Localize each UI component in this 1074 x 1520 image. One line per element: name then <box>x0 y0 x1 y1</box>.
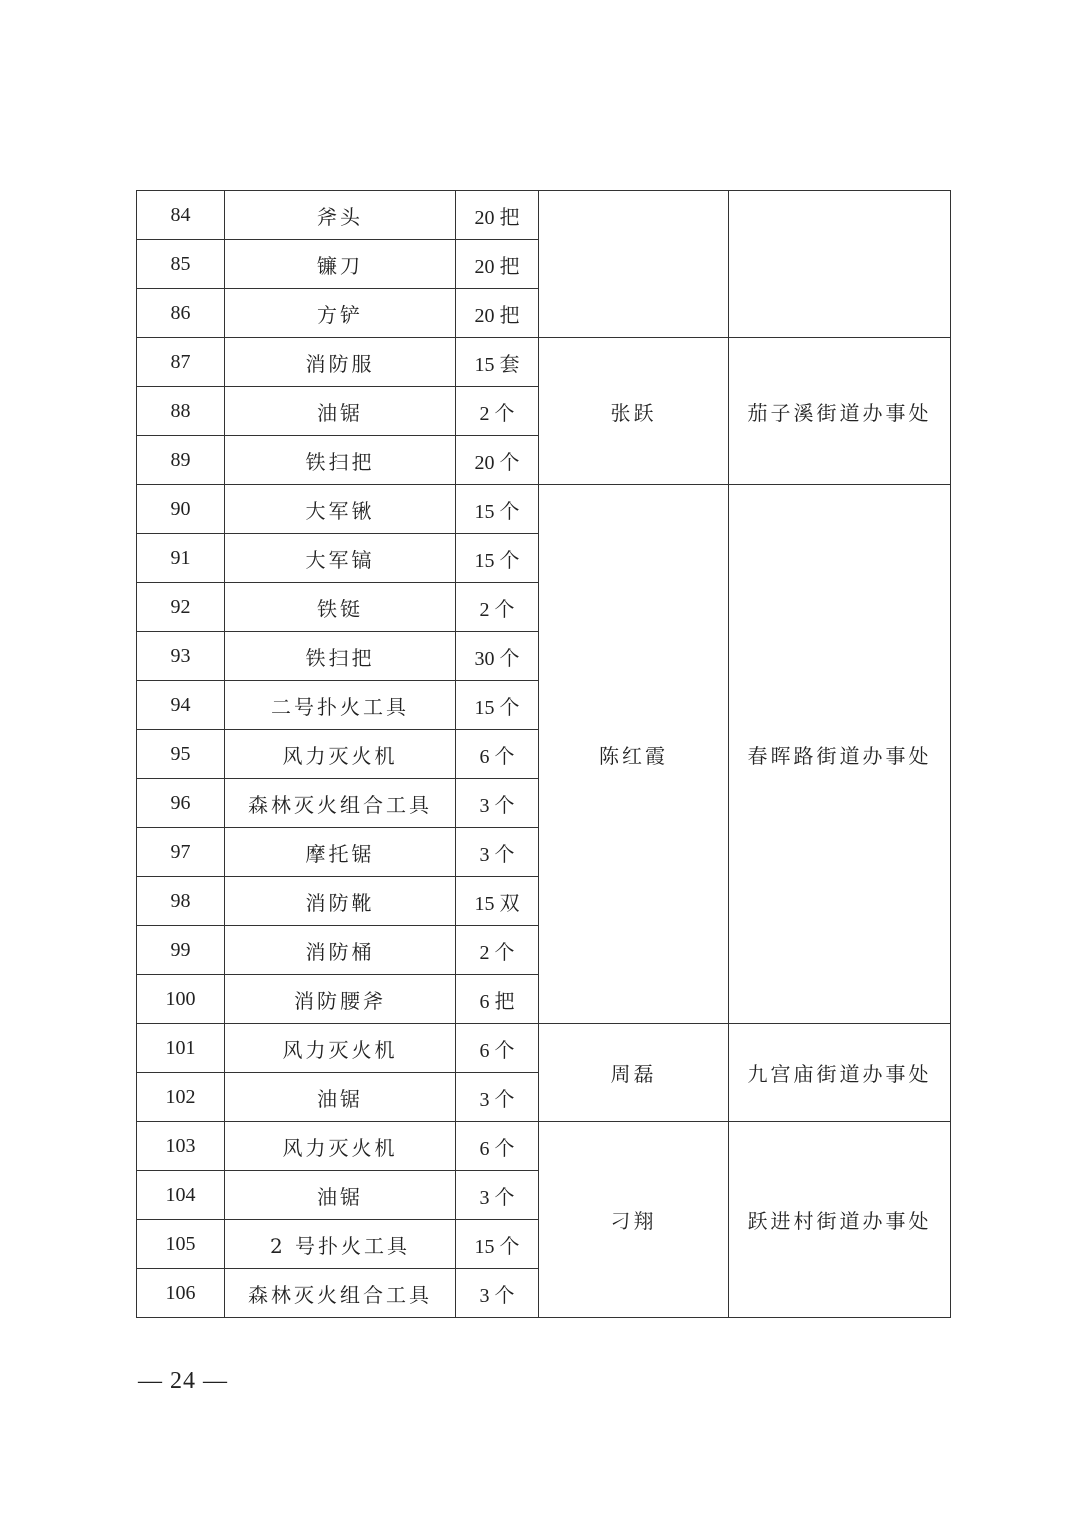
quantity-cell: 15 个 <box>456 681 539 730</box>
serial-number-cell: 88 <box>137 387 225 436</box>
serial-number-cell: 96 <box>137 779 225 828</box>
item-name-cell: 方铲 <box>225 289 456 338</box>
table-body <box>137 191 951 1318</box>
item-name-cell: 油锯 <box>225 387 456 436</box>
item-name-cell: 铁铤 <box>225 583 456 632</box>
serial-number-cell: 102 <box>137 1073 225 1122</box>
quantity-cell: 20 把 <box>456 191 539 240</box>
quantity-cell: 30 个 <box>456 632 539 681</box>
item-name-cell: 风力灭火机 <box>225 1024 456 1073</box>
item-name-cell: 镰刀 <box>225 240 456 289</box>
item-name-cell: 斧头 <box>225 191 456 240</box>
item-name-cell: 消防桶 <box>225 926 456 975</box>
quantity-cell: 6 把 <box>456 975 539 1024</box>
quantity-cell: 6 个 <box>456 1122 539 1171</box>
responsible-person-cell <box>539 191 729 338</box>
serial-number-cell: 84 <box>137 191 225 240</box>
serial-number-cell: 101 <box>137 1024 225 1073</box>
responsible-person-cell: 张跃 <box>539 338 729 485</box>
serial-number-cell: 93 <box>137 632 225 681</box>
quantity-cell: 3 个 <box>456 1073 539 1122</box>
serial-number-cell: 90 <box>137 485 225 534</box>
quantity-cell: 15 套 <box>456 338 539 387</box>
serial-number-cell: 92 <box>137 583 225 632</box>
item-name-cell: 油锯 <box>225 1073 456 1122</box>
item-name-cell: 风力灭火机 <box>225 1122 456 1171</box>
item-name-cell: 消防服 <box>225 338 456 387</box>
responsible-person-cell: 陈红霞 <box>539 485 729 1024</box>
quantity-cell: 6 个 <box>456 730 539 779</box>
item-name-cell: 二号扑火工具 <box>225 681 456 730</box>
unit-cell <box>729 191 951 338</box>
quantity-cell: 6 个 <box>456 1024 539 1073</box>
quantity-cell: 20 把 <box>456 289 539 338</box>
item-name-cell: 消防靴 <box>225 877 456 926</box>
serial-number-cell: 97 <box>137 828 225 877</box>
quantity-cell: 15 个 <box>456 534 539 583</box>
quantity-cell: 15 个 <box>456 485 539 534</box>
serial-number-cell: 100 <box>137 975 225 1024</box>
quantity-cell: 3 个 <box>456 828 539 877</box>
serial-number-cell: 86 <box>137 289 225 338</box>
equipment-table <box>136 190 951 1318</box>
quantity-cell: 15 个 <box>456 1220 539 1269</box>
serial-number-cell: 94 <box>137 681 225 730</box>
serial-number-cell: 89 <box>137 436 225 485</box>
quantity-cell: 2 个 <box>456 926 539 975</box>
item-name-cell: 消防腰斧 <box>225 975 456 1024</box>
unit-cell: 茄子溪街道办事处 <box>729 338 951 485</box>
table-row <box>137 338 951 387</box>
page-number: — 24 — <box>138 1368 228 1394</box>
table-row <box>137 485 951 534</box>
serial-number-cell: 106 <box>137 1269 225 1318</box>
unit-cell: 九宫庙街道办事处 <box>729 1024 951 1122</box>
quantity-cell: 3 个 <box>456 1269 539 1318</box>
item-name-cell: 2 号扑火工具 <box>225 1220 456 1269</box>
serial-number-cell: 105 <box>137 1220 225 1269</box>
item-name-cell: 大军锹 <box>225 485 456 534</box>
quantity-cell: 20 把 <box>456 240 539 289</box>
quantity-cell: 2 个 <box>456 583 539 632</box>
quantity-cell: 2 个 <box>456 387 539 436</box>
responsible-person-cell: 刁翔 <box>539 1122 729 1318</box>
unit-cell: 跃进村街道办事处 <box>729 1122 951 1318</box>
quantity-cell: 3 个 <box>456 779 539 828</box>
serial-number-cell: 91 <box>137 534 225 583</box>
quantity-cell: 3 个 <box>456 1171 539 1220</box>
item-name-cell: 大军镐 <box>225 534 456 583</box>
responsible-person-cell: 周磊 <box>539 1024 729 1122</box>
serial-number-cell: 103 <box>137 1122 225 1171</box>
serial-number-cell: 98 <box>137 877 225 926</box>
serial-number-cell: 104 <box>137 1171 225 1220</box>
serial-number-cell: 87 <box>137 338 225 387</box>
item-name-cell: 油锯 <box>225 1171 456 1220</box>
serial-number-cell: 99 <box>137 926 225 975</box>
item-name-cell: 森林灭火组合工具 <box>225 1269 456 1318</box>
table-row <box>137 1122 951 1171</box>
item-name-cell: 铁扫把 <box>225 436 456 485</box>
table-row <box>137 1024 951 1073</box>
unit-cell: 春晖路街道办事处 <box>729 485 951 1024</box>
item-name-cell: 森林灭火组合工具 <box>225 779 456 828</box>
item-name-cell: 风力灭火机 <box>225 730 456 779</box>
serial-number-cell: 95 <box>137 730 225 779</box>
table-row <box>137 191 951 240</box>
item-name-cell: 铁扫把 <box>225 632 456 681</box>
quantity-cell: 15 双 <box>456 877 539 926</box>
item-name-cell: 摩托锯 <box>225 828 456 877</box>
quantity-cell: 20 个 <box>456 436 539 485</box>
serial-number-cell: 85 <box>137 240 225 289</box>
